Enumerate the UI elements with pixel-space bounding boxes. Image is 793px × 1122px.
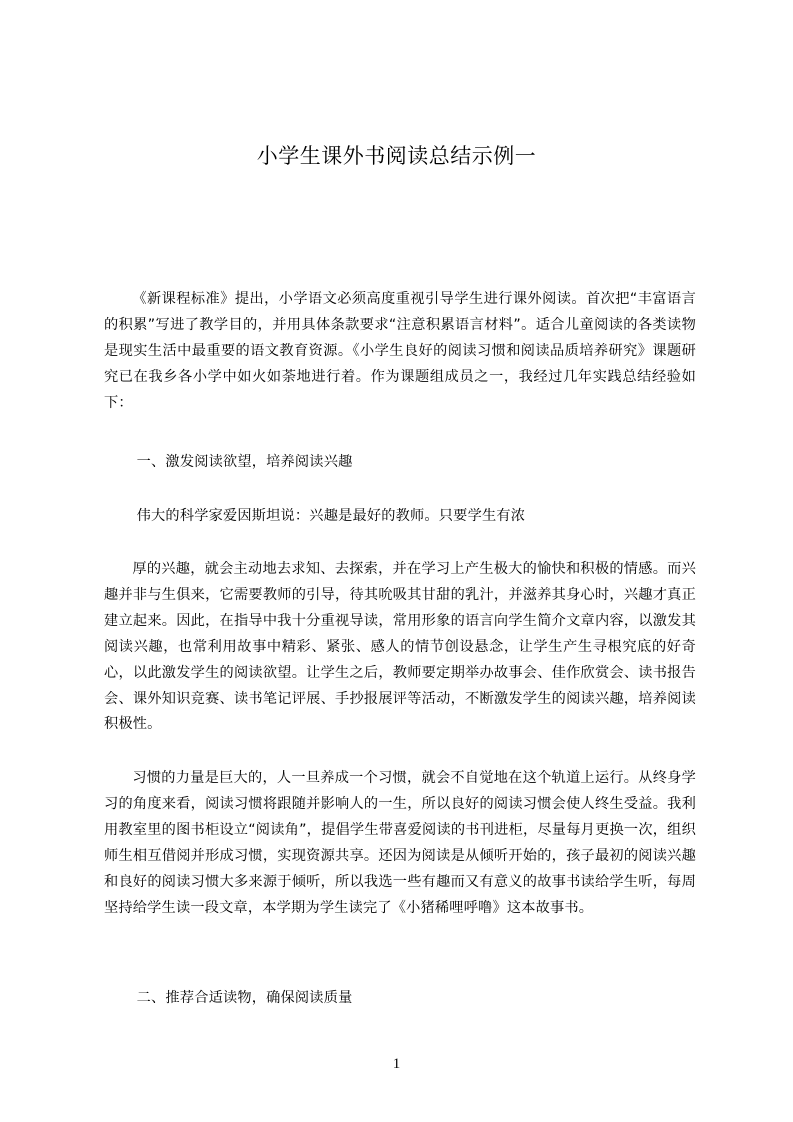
heading-text: 二、推荐合适读物，确保阅读质量 <box>136 990 353 1006</box>
page-title: 小学生课外书阅读总结示例一 <box>256 144 537 168</box>
heading-text: 一、激发阅读欲望，培养阅读兴趣 <box>136 454 353 470</box>
page-number: 1 <box>392 1056 401 1072</box>
quote-text: 伟大的科学家爱因斯坦说：兴趣是最好的教师。只要学生有浓 <box>136 508 526 524</box>
interest-paragraph <box>104 557 696 738</box>
paragraph-text: 厚的兴趣，就会主动地去求知、去探索，并在学习上产生极大的愉快和积极的情感。而兴趣并非与生俱来，它需要教师的引导，待其吮吸其甘甜的乳汁，并滋养其身心时，兴趣才真正建立起来。因此，在指导中我十分重视导读，常用形象的语言向学生简介文章内容，以激发其阅读兴趣，也常利用故事中精彩、紧张、感人的情节创设悬念，让学生产生寻根究底的好奇心，以此激发学生的阅读欲望。让学生之后，教师要定期举办故事会、佳作欣赏会、读书报告会、课外知识竞赛、读书笔记评展、手抄报展评等活动，不断激发学生的阅读兴趣，培养阅读积极性。 <box>104 561 696 733</box>
paragraph-text: 《新课程标准》提出，小学语文必须高度重视引导学生进行课外阅读。首次把“丰富语言的积累”写进了教学目的，并用具体条款要求“注意积累语言材料”。适合儿童阅读的各类读物是现实生活中最重要的语文教育资源。《小学生良好的阅读习惯和阅读品质培养研究》课题研究已在我乡各小学中如火如荼地进行着。作为课题组成员之一，我经过几年实践总结经验如下： <box>104 291 696 411</box>
paragraph-text: 习惯的力量是巨大的，人一旦养成一个习惯，就会不自觉地在这个轨道上运行。从终身学习的角度来看，阅读习惯将跟随并影响人的一生，所以良好的阅读习惯会使人终生受益。我利用教室里的图书柜设立“阅读角”，提倡学生带喜爱阅读的书刊进柜，尽量每月更换一次，组织师生相互借阅并形成习惯，实现资源共享。还因为阅读是从倾听开始的，孩子最初的阅读兴趣和良好的阅读习惯大多来源于倾听，所以我选一些有趣而又有意义的故事书读给学生听，每周坚持给学生读一段文章，本学期为学生读完了《小猪稀哩呼噜》这本故事书。 <box>104 770 696 916</box>
habit-paragraph <box>104 766 696 921</box>
intro-paragraph <box>104 287 696 417</box>
section-heading-1 <box>104 449 696 475</box>
section-heading-2 <box>104 985 696 1011</box>
quote-paragraph <box>104 503 696 529</box>
